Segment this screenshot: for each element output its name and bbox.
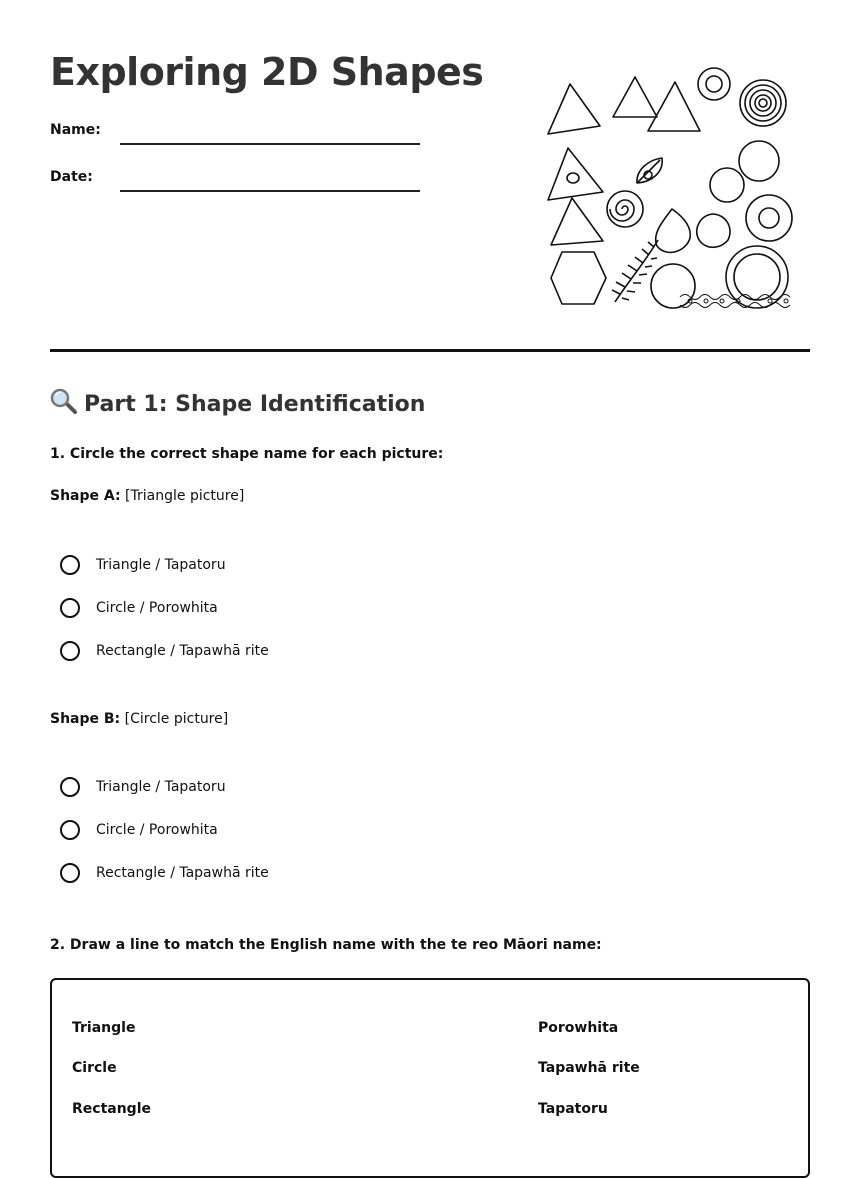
koru-circle-shape [607, 191, 643, 227]
koru-dot-shape [567, 173, 579, 183]
radio-circle-icon[interactable] [60, 777, 80, 797]
shape-b-option-circle[interactable] [60, 818, 218, 842]
name-label: Name: [50, 122, 101, 138]
option-label: Triangle / Tapatoru [96, 779, 226, 795]
part1-title [50, 388, 425, 417]
ring-shape [698, 68, 730, 100]
shape-a-option-triangle[interactable] [60, 553, 226, 577]
english-word-circle[interactable]: Circle [72, 1060, 117, 1076]
ring-shape [706, 76, 722, 92]
circle-shape [710, 168, 744, 202]
triangle-shape [551, 198, 603, 245]
maori-shapes-illustration [540, 62, 805, 317]
option-label: Rectangle / Tapawhā rite [96, 643, 269, 659]
english-word-rectangle[interactable]: Rectangle [72, 1101, 151, 1117]
header-divider [50, 349, 810, 352]
triangle-shape [548, 84, 600, 134]
matching-box [50, 978, 810, 1178]
maori-word-tapatoru[interactable]: Tapatoru [538, 1101, 608, 1117]
option-label: Circle / Porowhita [96, 822, 218, 838]
magnifier-icon [50, 388, 78, 414]
petal-shape [656, 209, 691, 252]
ring-shape [746, 195, 792, 241]
part1-title-text: Part 1: Shape Identification [84, 392, 426, 417]
shape-a-option-rectangle[interactable] [60, 639, 269, 663]
shape-b-heading [50, 711, 228, 727]
q1-prompt: 1. Circle the correct shape name for each picture: [50, 446, 444, 462]
worksheet-title: Exploring 2D Shapes [50, 50, 484, 94]
pattern-band [680, 295, 790, 308]
radio-circle-icon[interactable] [60, 598, 80, 618]
english-word-triangle[interactable]: Triangle [72, 1020, 136, 1036]
shape-a-label: Shape A: [50, 488, 121, 504]
shape-b-option-triangle[interactable] [60, 775, 226, 799]
option-label: Rectangle / Tapawhā rite [96, 865, 269, 881]
shape-b-picture: [Circle picture] [124, 711, 229, 727]
shape-a-option-circle[interactable] [60, 596, 218, 620]
maori-word-tapawha-rite[interactable]: Tapawhā rite [538, 1060, 640, 1076]
option-label: Circle / Porowhita [96, 600, 218, 616]
option-label: Triangle / Tapatoru [96, 557, 226, 573]
radio-circle-icon[interactable] [60, 820, 80, 840]
spiral-circle-shape [740, 80, 786, 126]
radio-circle-icon[interactable] [60, 863, 80, 883]
shape-a-heading [50, 488, 244, 504]
date-line[interactable] [120, 190, 420, 192]
shape-a-picture: [Triangle picture] [125, 488, 245, 504]
shape-b-label: Shape B: [50, 711, 121, 727]
triangle-shape [648, 82, 700, 131]
radio-circle-icon[interactable] [60, 555, 80, 575]
petal-shape [697, 214, 730, 247]
maori-word-porowhita[interactable]: Porowhita [538, 1020, 619, 1036]
date-label: Date: [50, 169, 93, 185]
hexagon-shape [551, 252, 606, 304]
triangle-shape [613, 77, 657, 117]
radio-circle-icon[interactable] [60, 641, 80, 661]
name-line[interactable] [120, 143, 420, 145]
shape-b-option-rectangle[interactable] [60, 861, 269, 885]
circle-shape [739, 141, 779, 181]
q2-prompt: 2. Draw a line to match the English name with the te reo Māori name: [50, 937, 602, 953]
